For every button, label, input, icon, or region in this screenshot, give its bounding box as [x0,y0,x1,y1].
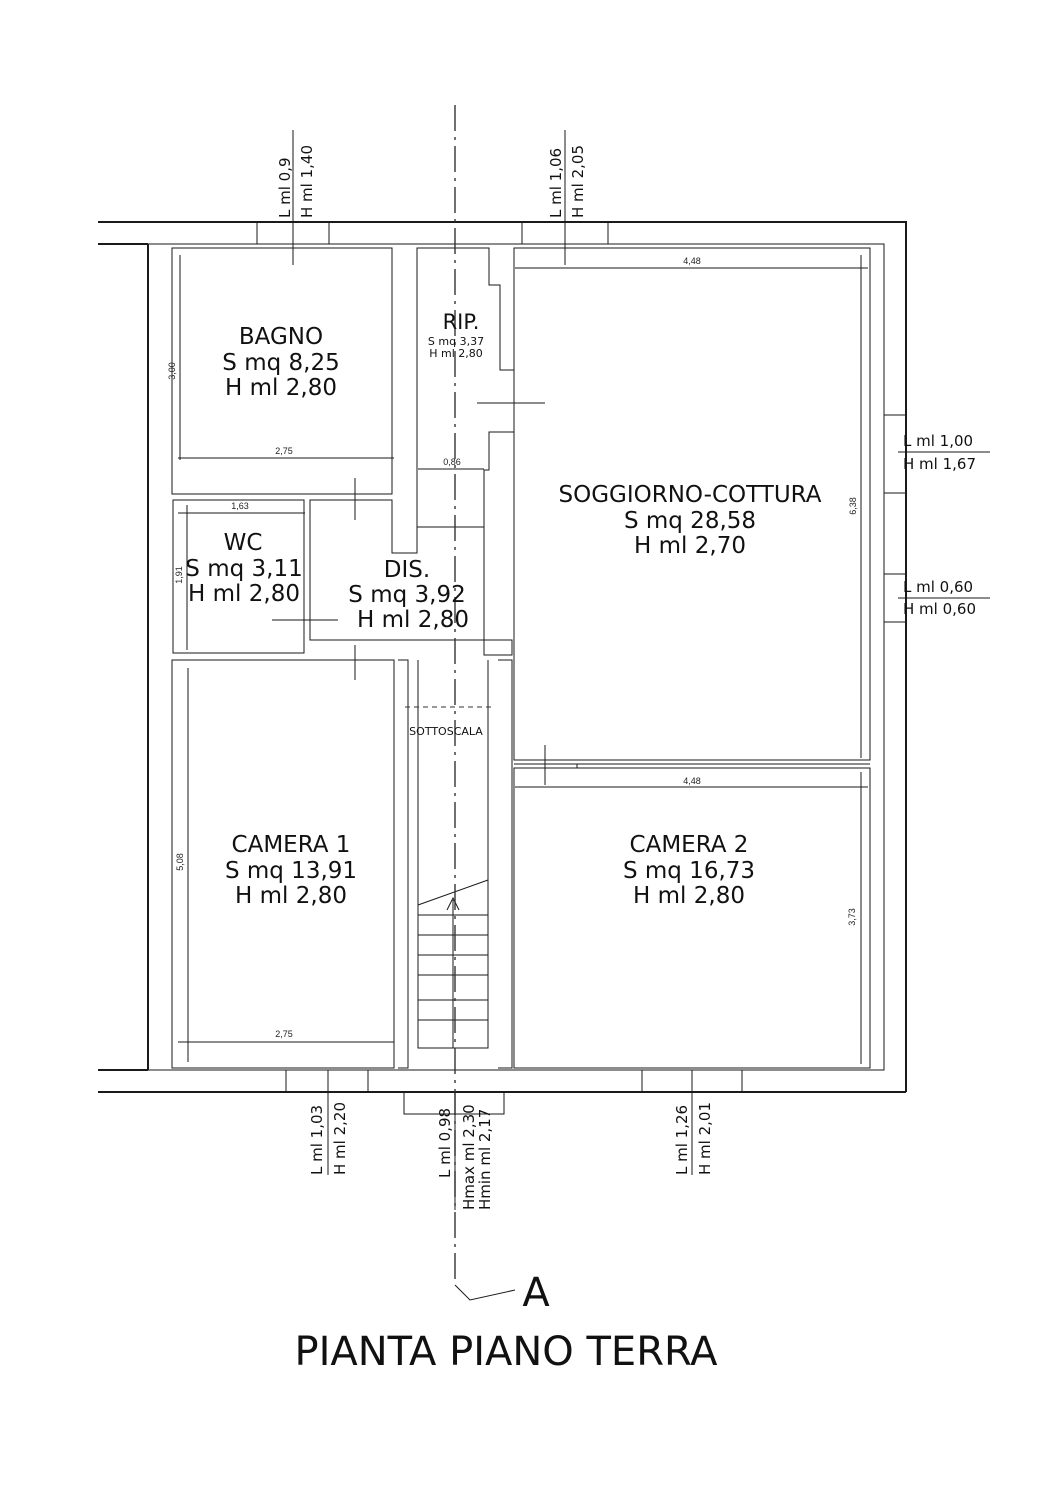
room-bagno [222,324,339,401]
page-title: PIANTA PIANO TERRA [294,1329,718,1375]
room-area: S mq 16,73 [622,858,756,884]
opening-hmin: Hmin ml 2,17 [476,1108,494,1210]
sottoscala-label: SOTTOSCALA [409,725,483,738]
room-wc [185,530,302,607]
opening-bottom-door [436,1104,494,1210]
opening-l: L ml 1,03 [308,1104,326,1175]
opening-top-right [547,145,587,218]
opening-h: H ml 2,01 [696,1102,714,1175]
room-height: H ml 2,80 [188,581,300,607]
room-height: H ml 2,80 [633,883,745,909]
opening-h: H ml 1,40 [298,145,316,218]
dim-bagno-height: 3,00 [167,362,177,380]
opening-h: H ml 0,60 [903,600,976,618]
room-name: WC [223,530,263,556]
room-area: S mq 8,25 [222,350,340,376]
room-rip [428,310,484,360]
dim-camera1-width: 2,75 [275,1029,293,1039]
windows [257,222,906,1114]
opening-l: L ml 0,9 [276,157,294,218]
room-height: H ml 2,80 [429,347,483,360]
room-area: S mq 3,37 [427,335,485,348]
opening-top-left [276,145,316,218]
dim-soggiorno-height: 6,38 [848,497,858,515]
room-camera-1 [225,832,357,909]
room-name: RIP. [442,310,480,334]
dim-soggiorno-width: 4,48 [683,256,701,266]
room-name: BAGNO [238,324,324,350]
room-name: SOGGIORNO-COTTURA [558,482,822,508]
opening-l: L ml 0,98 [436,1107,454,1178]
room-area: S mq 13,91 [224,858,358,884]
opening-hmax: Hmax ml 2,30 [460,1104,478,1210]
dim-wc-height: 1,91 [174,566,184,584]
opening-bottom-right [673,1102,714,1175]
opening-l: L ml 1,06 [547,147,565,218]
room-area: S mq 3,92 [348,582,466,608]
room-camera-2 [623,832,755,909]
room-name: CAMERA 1 [231,832,351,858]
room-name: CAMERA 2 [629,832,749,858]
opening-l: L ml 0,60 [903,578,974,596]
staircase [405,660,492,1048]
dim-camera1-height: 5,08 [175,853,185,871]
dim-camera2-width: 4,48 [683,776,701,786]
room-area: S mq 3,11 [185,556,303,582]
room-height: H ml 2,80 [235,883,347,909]
section-marker: A [522,1270,550,1316]
dim-wc-width: 1,63 [231,501,249,511]
opening-h: H ml 2,20 [331,1102,349,1175]
dim-rip-width: 0,86 [443,457,461,467]
room-height: H ml 2,80 [225,375,337,401]
opening-leaders [293,130,990,1210]
outer-walls [98,222,906,1092]
dim-camera2-height: 3,73 [847,908,857,926]
opening-l: L ml 1,26 [673,1104,691,1175]
dim-bagno-width: 2,75 [275,446,293,456]
opening-h: H ml 2,05 [569,145,587,218]
room-height: H ml 2,80 [357,607,469,633]
room-height: H ml 2,70 [634,533,746,559]
room-name: DIS. [383,557,431,583]
room-area: S mq 28,58 [623,508,757,534]
opening-l: L ml 1,00 [903,432,974,450]
room-soggiorno [559,482,822,559]
room-dis [348,557,469,633]
opening-h: H ml 1,67 [903,455,976,473]
